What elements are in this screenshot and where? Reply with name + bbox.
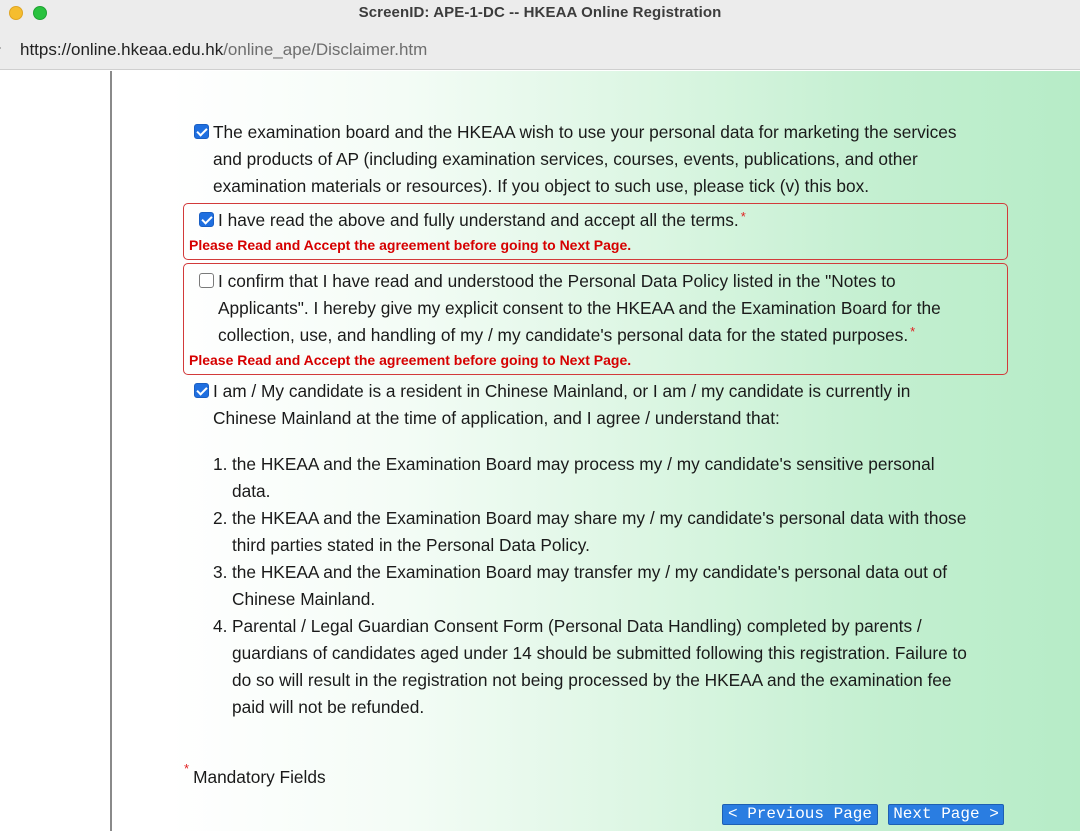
marketing-line-2: and products of AP (including examination services, courses, events, publications, and other <box>213 149 918 169</box>
accept-terms-label <box>218 207 746 234</box>
window-titlebar <box>0 0 1080 28</box>
required-asterisk: * <box>910 324 916 339</box>
site-info-icon[interactable] <box>0 39 1 57</box>
list-item-line: Parental / Legal Guardian Consent Form (Personal Data Handling) completed by parents / <box>232 616 922 636</box>
list-item-number: 4. <box>213 616 228 636</box>
next-page-button[interactable]: Next Page > <box>888 804 1004 825</box>
personal-data-consent-text <box>218 268 1003 349</box>
list-item <box>213 559 1013 613</box>
accept-terms-error: Please Read and Accept the agreement before going to Next Page. <box>189 237 632 253</box>
list-item-number: 1. <box>213 454 228 474</box>
list-item-line: the HKEAA and the Examination Board may transfer my / my candidate's personal data out of <box>232 562 948 582</box>
mandatory-fields-note <box>184 761 326 788</box>
list-item-text <box>232 451 935 505</box>
list-item-line: data. <box>232 481 271 501</box>
mainland-line-2: Chinese Mainland at the time of application, and I agree / understand that: <box>213 408 780 428</box>
marketing-line-1: The examination board and the HKEAA wish to use your personal data for marketing the services <box>213 122 957 142</box>
consent-line-2: Applicants". I hereby give my explicit consent to the HKEAA and the Examination Board for the <box>218 298 941 318</box>
list-item-number: 3. <box>213 562 228 582</box>
consent-line-3: collection, use, and handling of my / my candidate's personal data for the stated purposes. <box>218 325 909 345</box>
list-item-line: guardians of candidates aged under 14 should be submitted following this registration. Failure to <box>232 643 967 663</box>
url-field[interactable] <box>20 40 427 60</box>
address-bar[interactable] <box>0 28 1080 70</box>
list-item-line: the HKEAA and the Examination Board may share my / my candidate's personal data with those <box>232 508 967 528</box>
list-item-line: the HKEAA and the Examination Board may process my / my candidate's sensitive personal <box>232 454 935 474</box>
personal-data-consent-error: Please Read and Accept the agreement before going to Next Page. <box>189 352 632 368</box>
list-item-line: third parties stated in the Personal Data Policy. <box>232 535 590 555</box>
url-host: https://online.hkeaa.edu.hk <box>20 40 224 59</box>
mainland-resident-checkbox[interactable] <box>194 383 209 398</box>
list-item <box>213 613 1013 721</box>
list-item-number: 2. <box>213 508 228 528</box>
url-path: /online_ape/Disclaimer.htm <box>223 40 428 59</box>
previous-page-button[interactable]: < Previous Page <box>722 804 878 825</box>
required-asterisk: * <box>184 761 190 776</box>
list-item-line: Chinese Mainland. <box>232 589 376 609</box>
required-asterisk: * <box>740 209 746 224</box>
accept-terms-checkbox[interactable] <box>199 212 214 227</box>
list-item-text <box>232 613 967 721</box>
list-item <box>213 505 1013 559</box>
accept-terms-text: I have read the above and fully understand and accept all the terms. <box>218 210 739 230</box>
consent-line-3-wrap <box>218 322 1003 349</box>
list-item-line: paid will not be refunded. <box>232 697 425 717</box>
consent-line-1: I confirm that I have read and understood the Personal Data Policy listed in the "Notes to <box>218 271 896 291</box>
list-item-line: do so will result in the registration not being processed by the HKEAA and the examination fee <box>232 670 952 690</box>
mainland-line-1: I am / My candidate is a resident in Chinese Mainland, or I am / my candidate is currently in <box>213 381 911 401</box>
list-item-text <box>232 559 947 613</box>
marketing-optout-checkbox[interactable] <box>194 124 209 139</box>
personal-data-consent-checkbox[interactable] <box>199 273 214 288</box>
list-item-text <box>232 505 966 559</box>
marketing-line-3: examination materials or resources). If you object to such use, please tick (v) this box. <box>213 176 870 196</box>
page-content <box>0 71 1080 831</box>
marketing-optout-text <box>213 119 1013 200</box>
mainland-resident-text <box>213 378 1013 432</box>
mandatory-fields-label: Mandatory Fields <box>193 767 326 787</box>
list-item <box>213 451 1013 505</box>
window-title: ScreenID: APE-1-DC -- HKEAA Online Registration <box>358 4 722 21</box>
